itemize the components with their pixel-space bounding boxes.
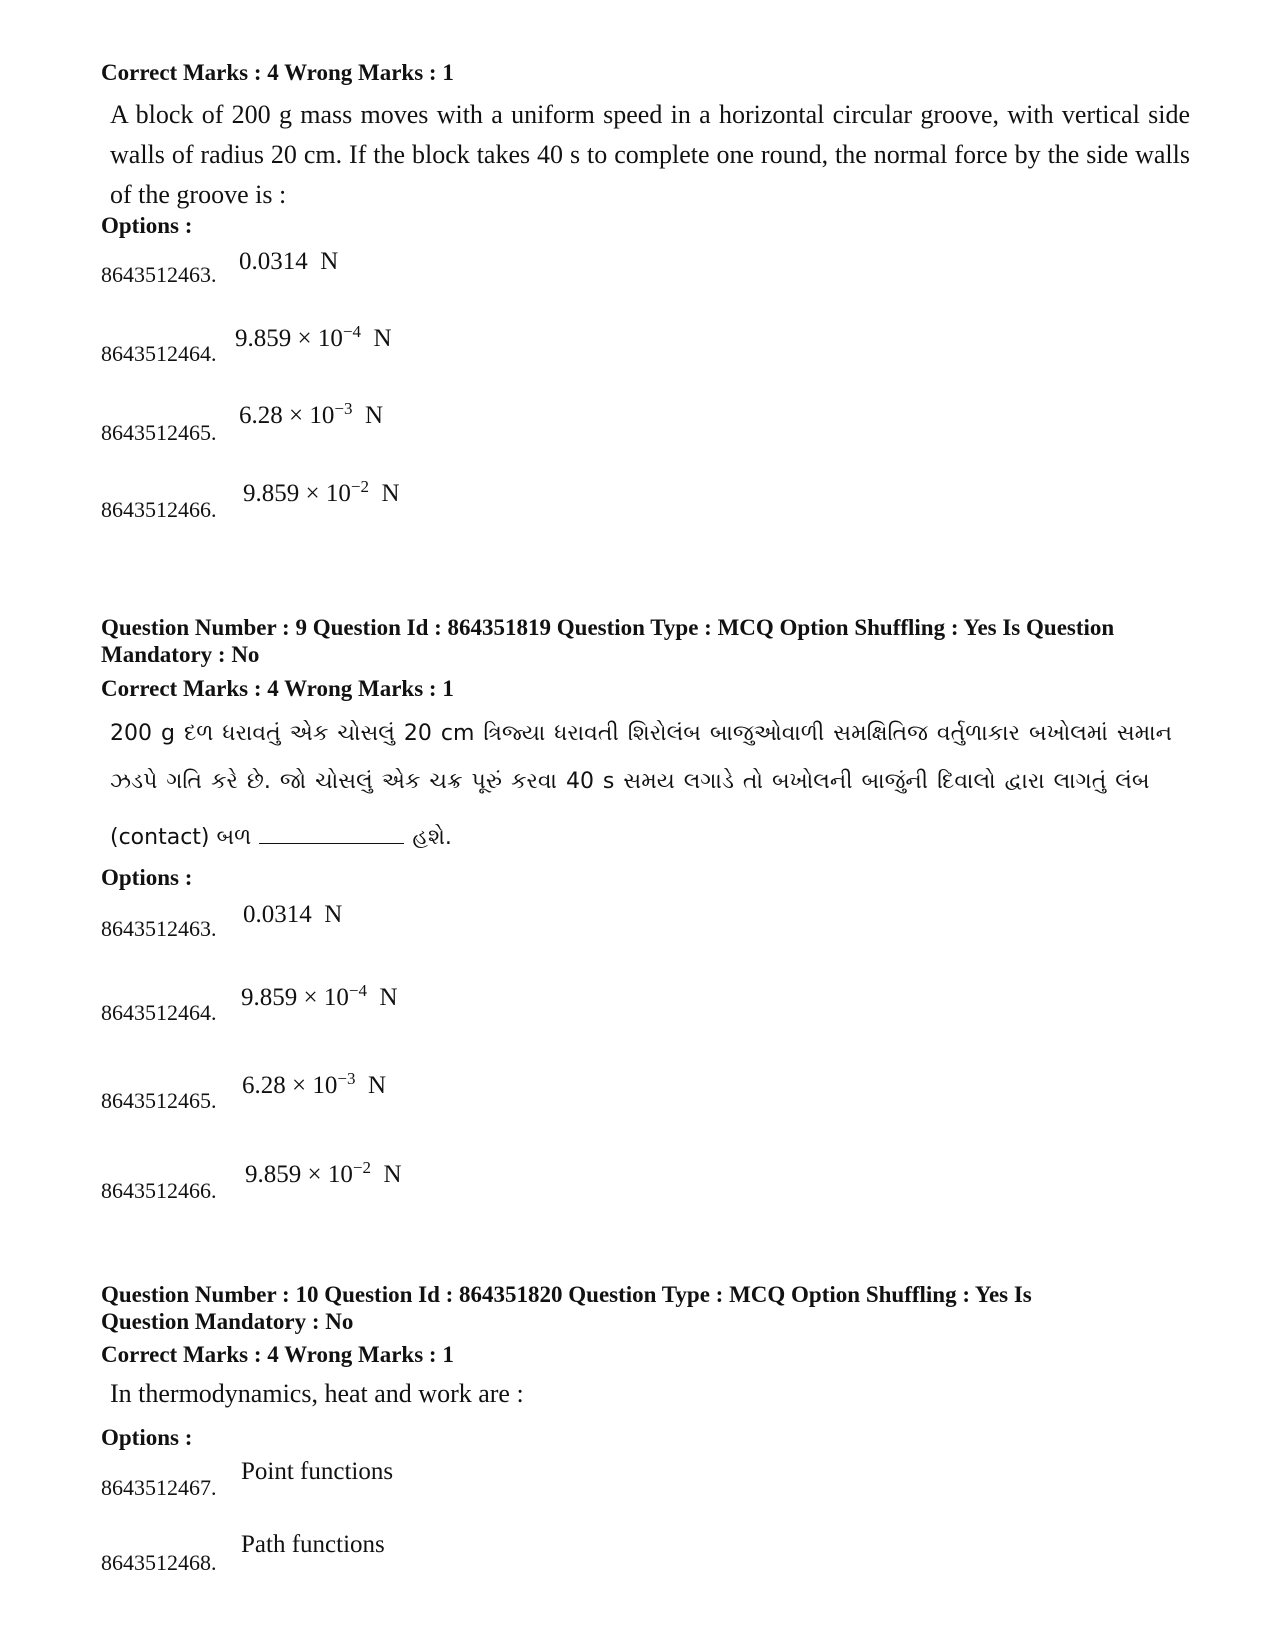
- q8-option-3-id: 8643512465.: [101, 420, 217, 445]
- q9-header-continued: Mandatory : No: [101, 642, 260, 667]
- q10-option-1-value[interactable]: Point functions: [241, 1458, 394, 1485]
- exponent: −4: [348, 981, 367, 1000]
- q9-header: Question Number : 9 Question Id : 864351819 Question Type : MCQ Option Shuffling : Yes Is Question: [101, 615, 1115, 640]
- q9-option-2-value[interactable]: [241, 983, 398, 1013]
- q8-option-1-value[interactable]: [239, 247, 338, 277]
- ten: 10: [325, 480, 351, 507]
- q8-options-label: Options :: [101, 213, 193, 238]
- exponent: −4: [342, 322, 361, 341]
- unit: N: [320, 248, 339, 275]
- ten: 10: [309, 402, 335, 429]
- q10-options-label: Options :: [101, 1425, 193, 1450]
- q10-header-continued: Question Mandatory : No: [101, 1309, 354, 1334]
- unit: N: [383, 1161, 402, 1188]
- q9-option-2-id: 8643512464.: [101, 1000, 217, 1025]
- mantissa: 9.859: [245, 1161, 302, 1188]
- unit: N: [367, 1072, 387, 1099]
- mantissa: 9.859: [241, 984, 298, 1011]
- q9-options-label: Options :: [101, 865, 193, 890]
- q9-marks: Correct Marks : 4 Wrong Marks : 1: [101, 676, 454, 701]
- q9-line3-start: (contact) બળ: [110, 825, 252, 850]
- q10-option-2-id: 8643512468.: [101, 1550, 217, 1575]
- q9-option-3-id: 8643512465.: [101, 1088, 217, 1113]
- q10-header: Question Number : 10 Question Id : 864351820 Question Type : MCQ Option Shuffling : Yes Is: [101, 1282, 1032, 1307]
- q8-option-3-value[interactable]: [239, 401, 383, 431]
- exponent: −3: [334, 399, 353, 418]
- mantissa: 9.859: [243, 480, 300, 507]
- unit: N: [379, 984, 398, 1011]
- q10-marks: Correct Marks : 4 Wrong Marks : 1: [101, 1342, 454, 1367]
- times-symbol: ×: [289, 402, 304, 429]
- q9-option-1-value[interactable]: [243, 900, 342, 930]
- q9-question-line-1: 200 g દળ ધરાવતું એક ચોસલું 20 cm ત્રિજ્યા ધરાવતી શિરોલંબ બાજુઓવાળી સમક્ષિતિજ વર્તુળાકાર બખોલમાં સમાન: [110, 721, 1172, 746]
- exponent: −3: [337, 1069, 356, 1088]
- q8-option-1-id: 8643512463.: [101, 262, 217, 287]
- q9-option-1-id: 8643512463.: [101, 916, 217, 941]
- ten: 10: [327, 1161, 353, 1188]
- q9-question-line-2: ઝડપે ગતિ કરે છે. જો ચોસલું એક ચક્ર પૂરું કરવા 40 s સમય લગાડે તો બખોલની બાજુંની દિવાલો દ્વારા લાગતું લંબ: [110, 769, 1150, 794]
- ten: 10: [317, 325, 343, 352]
- unit: N: [381, 480, 400, 507]
- times-symbol: ×: [303, 984, 318, 1011]
- times-symbol: ×: [307, 1161, 322, 1188]
- times-symbol: ×: [297, 325, 312, 352]
- unit: N: [324, 901, 343, 928]
- q9-line3-end: હશે.: [412, 825, 452, 850]
- mantissa: 6.28: [242, 1072, 286, 1099]
- mantissa: 0.0314: [243, 901, 312, 928]
- q10-option-1-id: 8643512467.: [101, 1475, 217, 1500]
- q9-option-4-id: 8643512466.: [101, 1178, 217, 1203]
- q9-question-line-3: [110, 818, 1190, 856]
- times-symbol: ×: [305, 480, 320, 507]
- q10-question-text: In thermodynamics, heat and work are :: [110, 1379, 524, 1408]
- ten: 10: [323, 984, 349, 1011]
- mantissa: 9.859: [235, 325, 292, 352]
- q8-option-2-value[interactable]: [235, 324, 392, 354]
- unit: N: [373, 325, 392, 352]
- exponent: −2: [352, 1158, 371, 1177]
- q8-option-2-id: 8643512464.: [101, 341, 217, 366]
- times-symbol: ×: [292, 1072, 307, 1099]
- answer-blank: [259, 819, 404, 844]
- q9-option-3-value[interactable]: [242, 1071, 386, 1101]
- q9-option-4-value[interactable]: [245, 1160, 402, 1190]
- q8-marks: Correct Marks : 4 Wrong Marks : 1: [101, 60, 454, 85]
- mantissa: 6.28: [239, 402, 283, 429]
- q8-question-text: A block of 200 g mass moves with a uniform speed in a horizontal circular groove, with vertical side walls of radius 20 cm. If the block takes 40 s to complete one round, the normal force by the side walls of the groove is :: [110, 100, 1190, 209]
- q8-option-4-value[interactable]: [243, 479, 400, 509]
- q8-option-4-id: 8643512466.: [101, 497, 217, 522]
- q10-option-2-value[interactable]: Path functions: [241, 1531, 385, 1558]
- exponent: −2: [350, 477, 369, 496]
- mantissa: 0.0314: [239, 248, 308, 275]
- ten: 10: [312, 1072, 338, 1099]
- unit: N: [364, 402, 384, 429]
